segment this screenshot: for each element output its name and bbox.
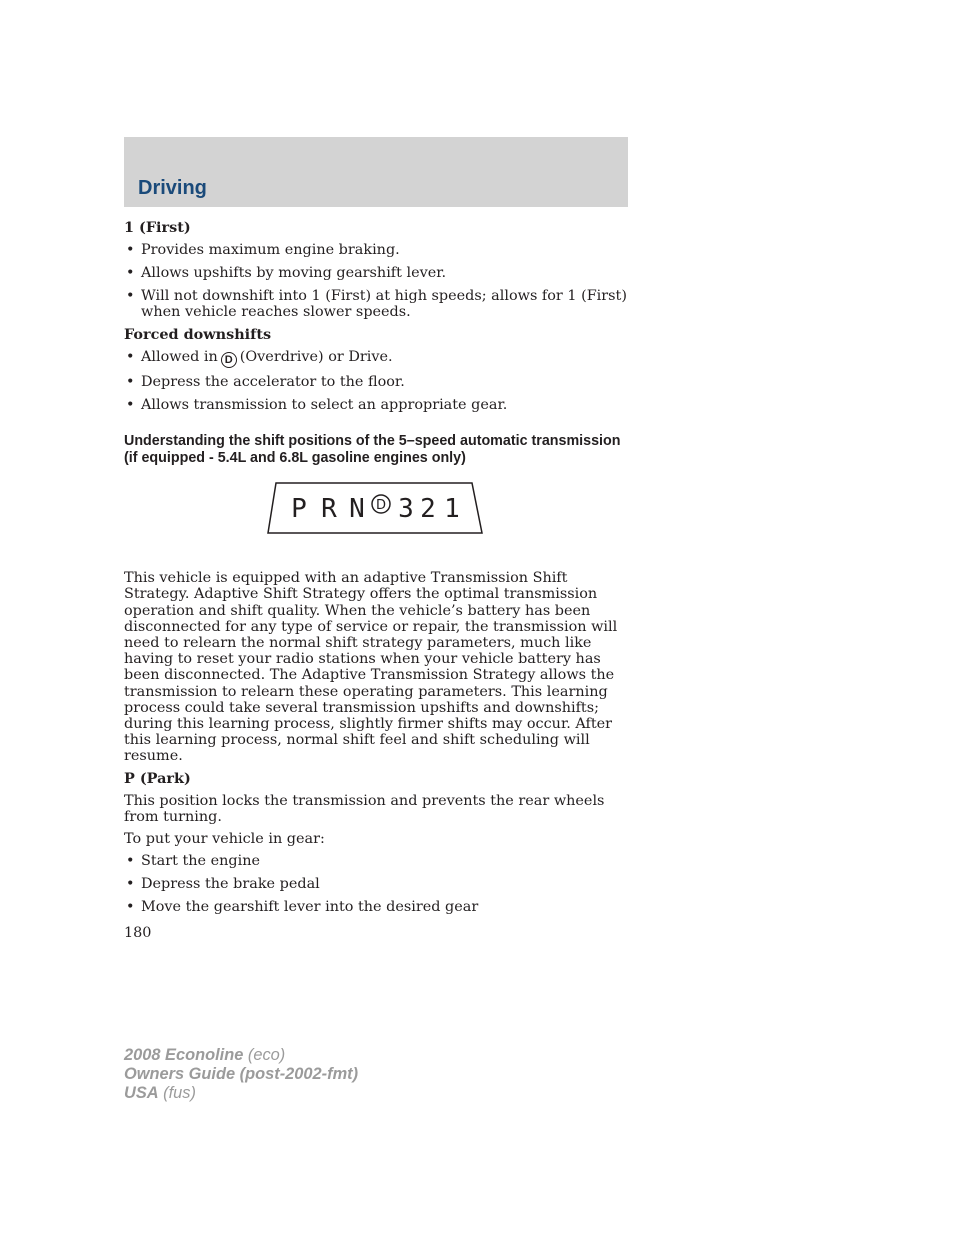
gear-number-2: 2 xyxy=(420,494,436,525)
first-bullets xyxy=(124,242,629,320)
list-item: • Move the gearshift lever into the desired gear xyxy=(124,899,629,915)
overdrive-icon: D xyxy=(221,352,237,368)
footer-region-code: (fus) xyxy=(163,1084,196,1102)
forced-downshifts-heading: Forced downshifts xyxy=(124,325,272,343)
bullet-text-pre: Allowed in xyxy=(141,348,218,365)
footer-region-name: USA xyxy=(124,1084,159,1102)
footer-line-model xyxy=(124,1046,358,1065)
section-header-band xyxy=(124,137,628,207)
list-item: • Will not downshift into 1 (First) at high speeds; allows for 1 (First) when vehicle reaches slower speeds. xyxy=(124,288,629,320)
section-title: Driving xyxy=(138,177,207,199)
gear-letter-d: D xyxy=(375,498,387,514)
first-heading: 1 (First) xyxy=(124,219,191,236)
page-content xyxy=(124,220,629,921)
gear-number-3: 3 xyxy=(398,494,414,525)
gear-selector-figure xyxy=(124,466,629,570)
document-footer xyxy=(124,1046,358,1103)
gear-letter-n: N xyxy=(349,494,365,525)
page-number: 180 xyxy=(124,925,152,941)
footer-guide-name: Owners Guide (post-2002-fmt) xyxy=(124,1065,359,1083)
list-item xyxy=(124,349,629,368)
footer-model-code: (eco) xyxy=(247,1046,286,1064)
gear-number-1: 1 xyxy=(444,494,460,525)
park-intro: To put your vehicle in gear: xyxy=(124,831,325,848)
footer-line-region xyxy=(124,1084,358,1103)
understanding-heading: Understanding the shift positions of the 5–speed automatic transmission (if equipped - 5.4L and 6.8L gasoline engines only) xyxy=(124,433,621,466)
gear-letter-p: P xyxy=(291,494,307,525)
footer-line-guide xyxy=(124,1065,358,1084)
gear-selector-diagram xyxy=(266,482,484,534)
forced-bullets xyxy=(124,349,629,413)
list-item: • Provides maximum engine braking. xyxy=(124,242,629,258)
adaptive-strategy-paragraph: This vehicle is equipped with an adaptive Transmission Shift Strategy. Adaptive Shift Strategy offers the optimal transmission operation and shift quality. When the vehicle’s battery has been disconnected for any type of service or repair, the transmission will need to relearn the normal shift strategy parameters, much like having to reset your radio stations when your vehicle battery has been disconnected. The Adaptive Transmission Strategy allows the transmission to relearn these operating parameters. This learning process could take several transmission upshifts and downshifts; during this learning process, slightly firmer shifts may occur. After this learning process, normal shift feel and shift scheduling will resume. xyxy=(124,570,618,765)
park-paragraph: This position locks the transmission and prevents the rear wheels from turning. xyxy=(124,792,605,825)
list-item: • Depress the brake pedal xyxy=(124,876,629,892)
bullet-text-post: (Overdrive) or Drive. xyxy=(239,348,393,365)
list-item: • Allows transmission to select an appropriate gear. xyxy=(124,397,629,413)
gear-letter-r: R xyxy=(321,494,337,525)
list-item: • Allows upshifts by moving gearshift lever. xyxy=(124,265,629,281)
park-heading: P (Park) xyxy=(124,769,191,787)
footer-model-name: 2008 Econoline xyxy=(124,1046,244,1064)
list-item: • Start the engine xyxy=(124,853,629,869)
park-bullets xyxy=(124,853,629,915)
list-item: • Depress the accelerator to the floor. xyxy=(124,374,629,390)
